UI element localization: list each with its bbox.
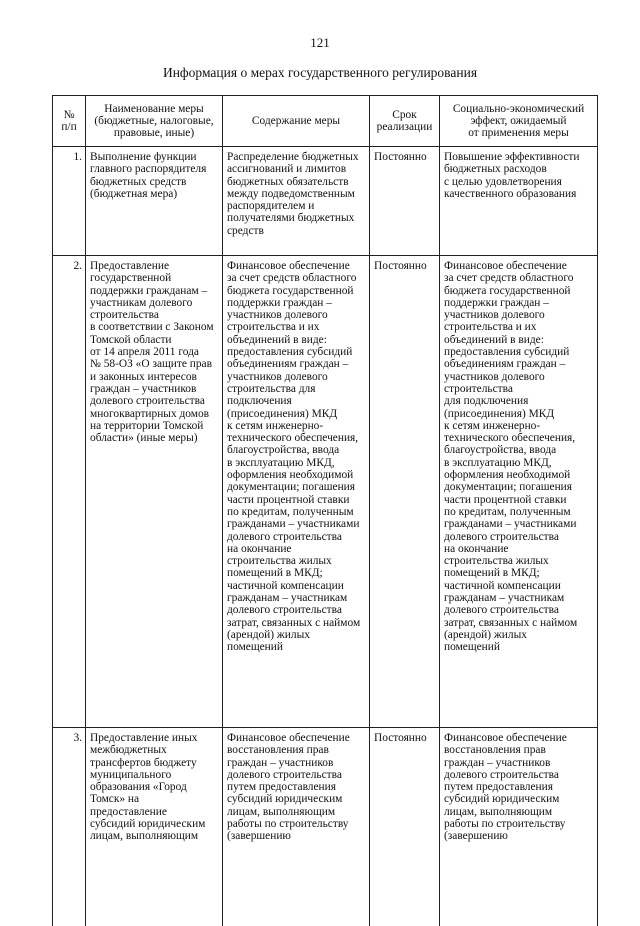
row-number: 1.: [53, 147, 86, 256]
measure-effect: Финансовое обеспечение восстановления прав граждан – участников долевого строительства путем предоставления субсидий юридическим лицам, выполняющим работы по строительству (завершению: [440, 728, 598, 926]
row-number: 2.: [53, 256, 86, 728]
measure-effect: Финансовое обеспечение за счет средств областного бюджета государственной поддержки граждан – участников долевого строительства и их объединений в виде: предоставления субсидий объединениям граждан – участников долевого строительства для подключения (присоединения) МКД к сетям инженерно- технического обеспечения, благоустройства, ввода в эксплуатацию МКД, оформления необходимой документации; погашения части процентной ставки по кредитам, полученным гражданами – участниками долевого строительства на окончание строительства жилых помещений в МКД; частичной компенсации гражданам – участникам долевого строительства затрат, связанных с наймом (арендой) жилых помещений: [440, 256, 598, 728]
measure-name: Предоставление иных межбюджетных трансфертов бюджету муниципального образования «Город Томск» на предоставление субсидий юридическим лицам, выполняющим: [86, 728, 223, 926]
measures-table: [52, 95, 598, 926]
table-row: [53, 256, 598, 728]
header-term: Срок реализации: [370, 96, 440, 147]
document-title: Информация о мерах государственного регулирования: [0, 65, 640, 81]
measure-content: Финансовое обеспечение за счет средств областного бюджета государственной поддержки граждан – участников долевого строительства и их объединений в виде: предоставления субсидий объединениям граждан – участников долевого строительства для подключения (присоединения) МКД к сетям инженерно- технического обеспечения, благоустройства, ввода в эксплуатацию МКД, оформления необходимой документации; погашения части процентной ставки по кредитам, полученным гражданами – участниками долевого строительства на окончание строительства жилых помещений в МКД; частичной компенсации гражданам – участникам долевого строительства затрат, связанных с наймом (арендой) жилых помещений: [223, 256, 370, 728]
measure-name: Предоставление государственной поддержки гражданам – участникам долевого строительства в соответствии с Законом Томской области от 14 апреля 2011 года № 58-ОЗ «О защите прав и законных интересов граждан – участников долевого строительства многоквартирных домов на территории Томской области» (иные меры): [86, 256, 223, 728]
measure-content: Распределение бюджетных ассигнований и лимитов бюджетных обязательств между подведомственным распорядителем и получателями бюджетных средств: [223, 147, 370, 256]
header-measure-content: Содержание меры: [223, 96, 370, 147]
table-header-row: [53, 96, 598, 147]
page-number: 121: [0, 35, 640, 51]
measure-term: Постоянно: [370, 147, 440, 256]
measure-term: Постоянно: [370, 256, 440, 728]
measure-content: Финансовое обеспечение восстановления прав граждан – участников долевого строительства путем предоставления субсидий юридическим лицам, выполняющим работы по строительству (завершению: [223, 728, 370, 926]
header-measure-name: Наименование меры (бюджетные, налоговые, правовые, иные): [86, 96, 223, 147]
table-row: [53, 147, 598, 256]
header-effect: Социально-экономический эффект, ожидаемый от применения меры: [440, 96, 598, 147]
row-number: 3.: [53, 728, 86, 926]
measure-effect: Повышение эффективности бюджетных расходов с целью удовлетворения качественного образования: [440, 147, 598, 256]
measure-name: Выполнение функции главного распорядителя бюджетных средств (бюджетная мера): [86, 147, 223, 256]
measure-term: Постоянно: [370, 728, 440, 926]
table-row: [53, 728, 598, 926]
header-number: № п/п: [53, 96, 86, 147]
